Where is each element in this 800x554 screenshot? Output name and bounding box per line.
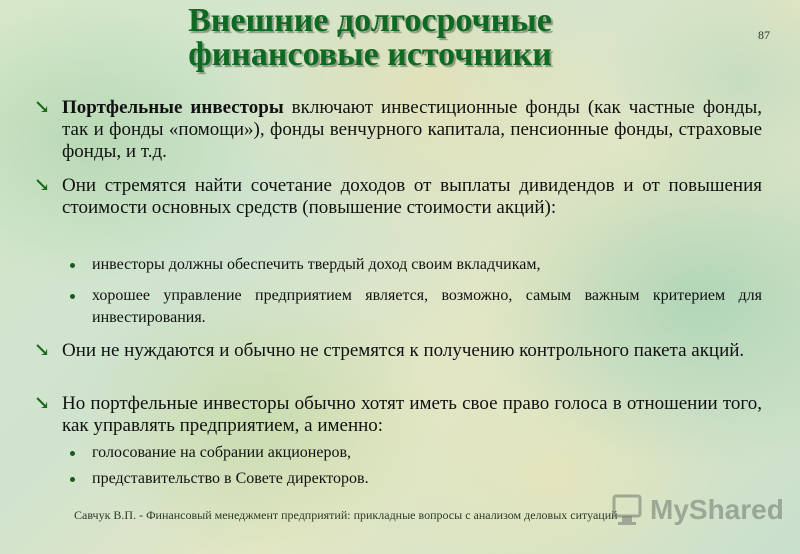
bullet-arrow-icon: ↘ (34, 340, 50, 361)
sub-bullet-item (70, 468, 762, 490)
sub-bullet-text: представительство в Совете директоров. (92, 470, 369, 487)
bullet-arrow-icon: ↘ (34, 393, 50, 414)
bullet-text (62, 97, 762, 163)
bullet-arrow-icon: ↘ (34, 175, 50, 196)
myshared-logo-icon (608, 490, 648, 530)
bullet-text: Но портфельные инвесторы обычно хотят иметь свое право голоса в отношении того, как управлять предприятием, а именно: (62, 393, 762, 436)
bullet-text: Они не нуждаются и обычно не стремятся к получению контрольного пакета акций. (62, 340, 745, 361)
page-number: 87 (758, 28, 770, 42)
bullet-lead: Портфельные инвесторы (62, 97, 284, 118)
sub-bullet-text: голосование на собрании акционеров, (92, 444, 352, 461)
bullet-item (34, 340, 762, 362)
sub-bullet-text: хорошее управление предприятием является, возможно, самым важным критерием для инвестирования. (92, 287, 762, 326)
bullet-item (34, 97, 762, 163)
dot-icon (70, 477, 75, 482)
slide-footer: Савчук В.П. - Финансовый менеджмент предприятий: прикладные вопросы с анализом деловых ситуаций (74, 508, 618, 522)
slide-title-line1: Внешние долгосрочные (188, 2, 552, 39)
myshared-logo-text: MyShared (650, 494, 784, 525)
dot-icon (70, 294, 75, 299)
bullet-arrow-icon: ↘ (34, 97, 50, 118)
myshared-logo[interactable] (608, 490, 784, 534)
dot-icon (70, 451, 75, 456)
bullet-item (34, 175, 762, 219)
bullet-text: Они стремятся найти сочетание доходов от выплаты дивидендов и от повышения стоимости основных средств (повышение стоимости акций): (62, 175, 762, 218)
slide-title-line2: финансовые источники (188, 36, 552, 73)
sub-bullet-item (70, 285, 762, 329)
dot-icon (70, 263, 75, 268)
bullet-body: включают инвестиционные фонды (как частные фонды, так и фонды «помощи»), фонды венчурного капитала, пенсионные фонды, страховые фонды, и т.д. (62, 97, 762, 162)
sub-bullet-text: инвесторы должны обеспечить твердый доход своим вкладчикам, (92, 256, 541, 273)
bullet-item (34, 393, 762, 437)
slide-title (150, 4, 590, 72)
sub-bullet-item (70, 254, 762, 276)
sub-bullet-item (70, 442, 762, 464)
